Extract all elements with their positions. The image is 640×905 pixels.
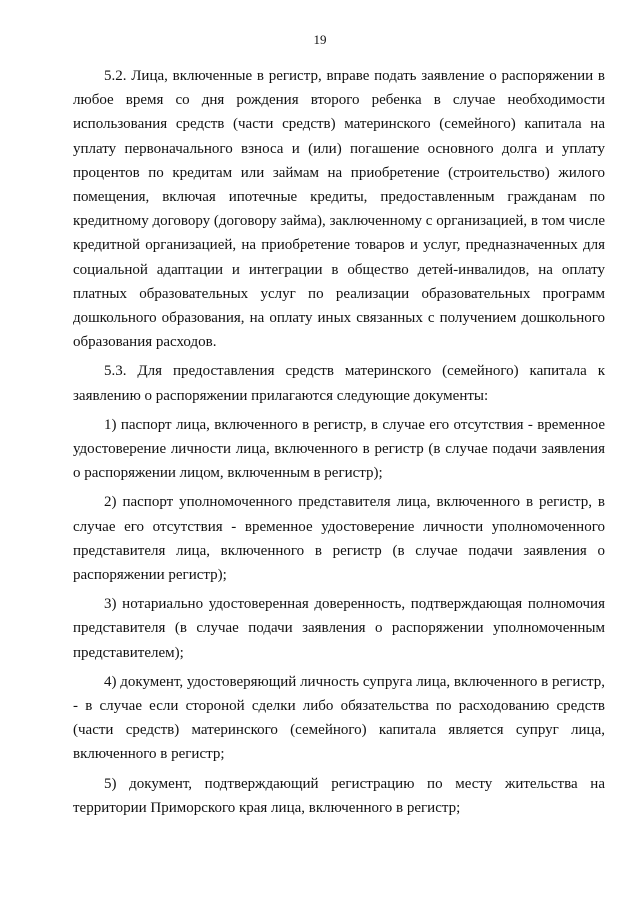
list-item-3: 3) нотариально удостоверенная доверенность, подтверждающая полномочия представителя (в случае подачи заявления о распоряжении уполномоченным представителем); [73,596,605,661]
list-item-5: 5) документ, подтверждающий регистрацию по месту жительства на территории Приморского края лица, включенного в регистр; [73,775,605,816]
document-body [73,64,605,825]
list-item-2: 2) паспорт уполномоченного представителя лица, включенного в регистр, в случае его отсутствия - временное удостоверение личности уполномоченного представителя лица, включенного в регистр (в случае подачи заявления о распоряжении регистр); [73,494,605,584]
paragraph-5-2: 5.2. Лица, включенные в регистр, вправе подать заявление о распоряжении в любое время со дня рождения второго ребенка в случае необходимости использования средств (части средств) материнского (семейного) капитала на уплату первоначального взноса и (или) погашение основного долга и уплату процентов по кредитам или займам на приобретение (строительство) жилого помещения, включая ипотечные кредиты, предоставленным гражданам по кредитному договору (договору займа), заключенному с организацией, в том числе кредитной организацией, на приобретение товаров и услуг, предназначенных для социальной адаптации и интеграции в общество детей-инвалидов, на оплату платных образовательных услуг по реализации образовательных программ дошкольного образования, на оплату иных связанных с получением дошкольного образования расходов. [73,68,605,351]
list-item-1: 1) паспорт лица, включенного в регистр, в случае его отсутствия - временное удостоверение личности лица, включенного в регистр (в случае подачи заявления о распоряжении лицом, включенным в регистр); [73,416,605,482]
page-number: 19 [313,32,327,47]
list-item-4: 4) документ, удостоверяющий личность супруга лица, включенного в регистр, - в случае если стороной сделки либо обязательства по расходованию средств (части средств) материнского (семейного) капитала является супруг лица, включенного в регистр; [73,673,605,763]
paragraph-5-3: 5.3. Для предоставления средств материнского (семейного) капитала к заявлению о распоряжении прилагаются следующие документы: [73,363,605,404]
